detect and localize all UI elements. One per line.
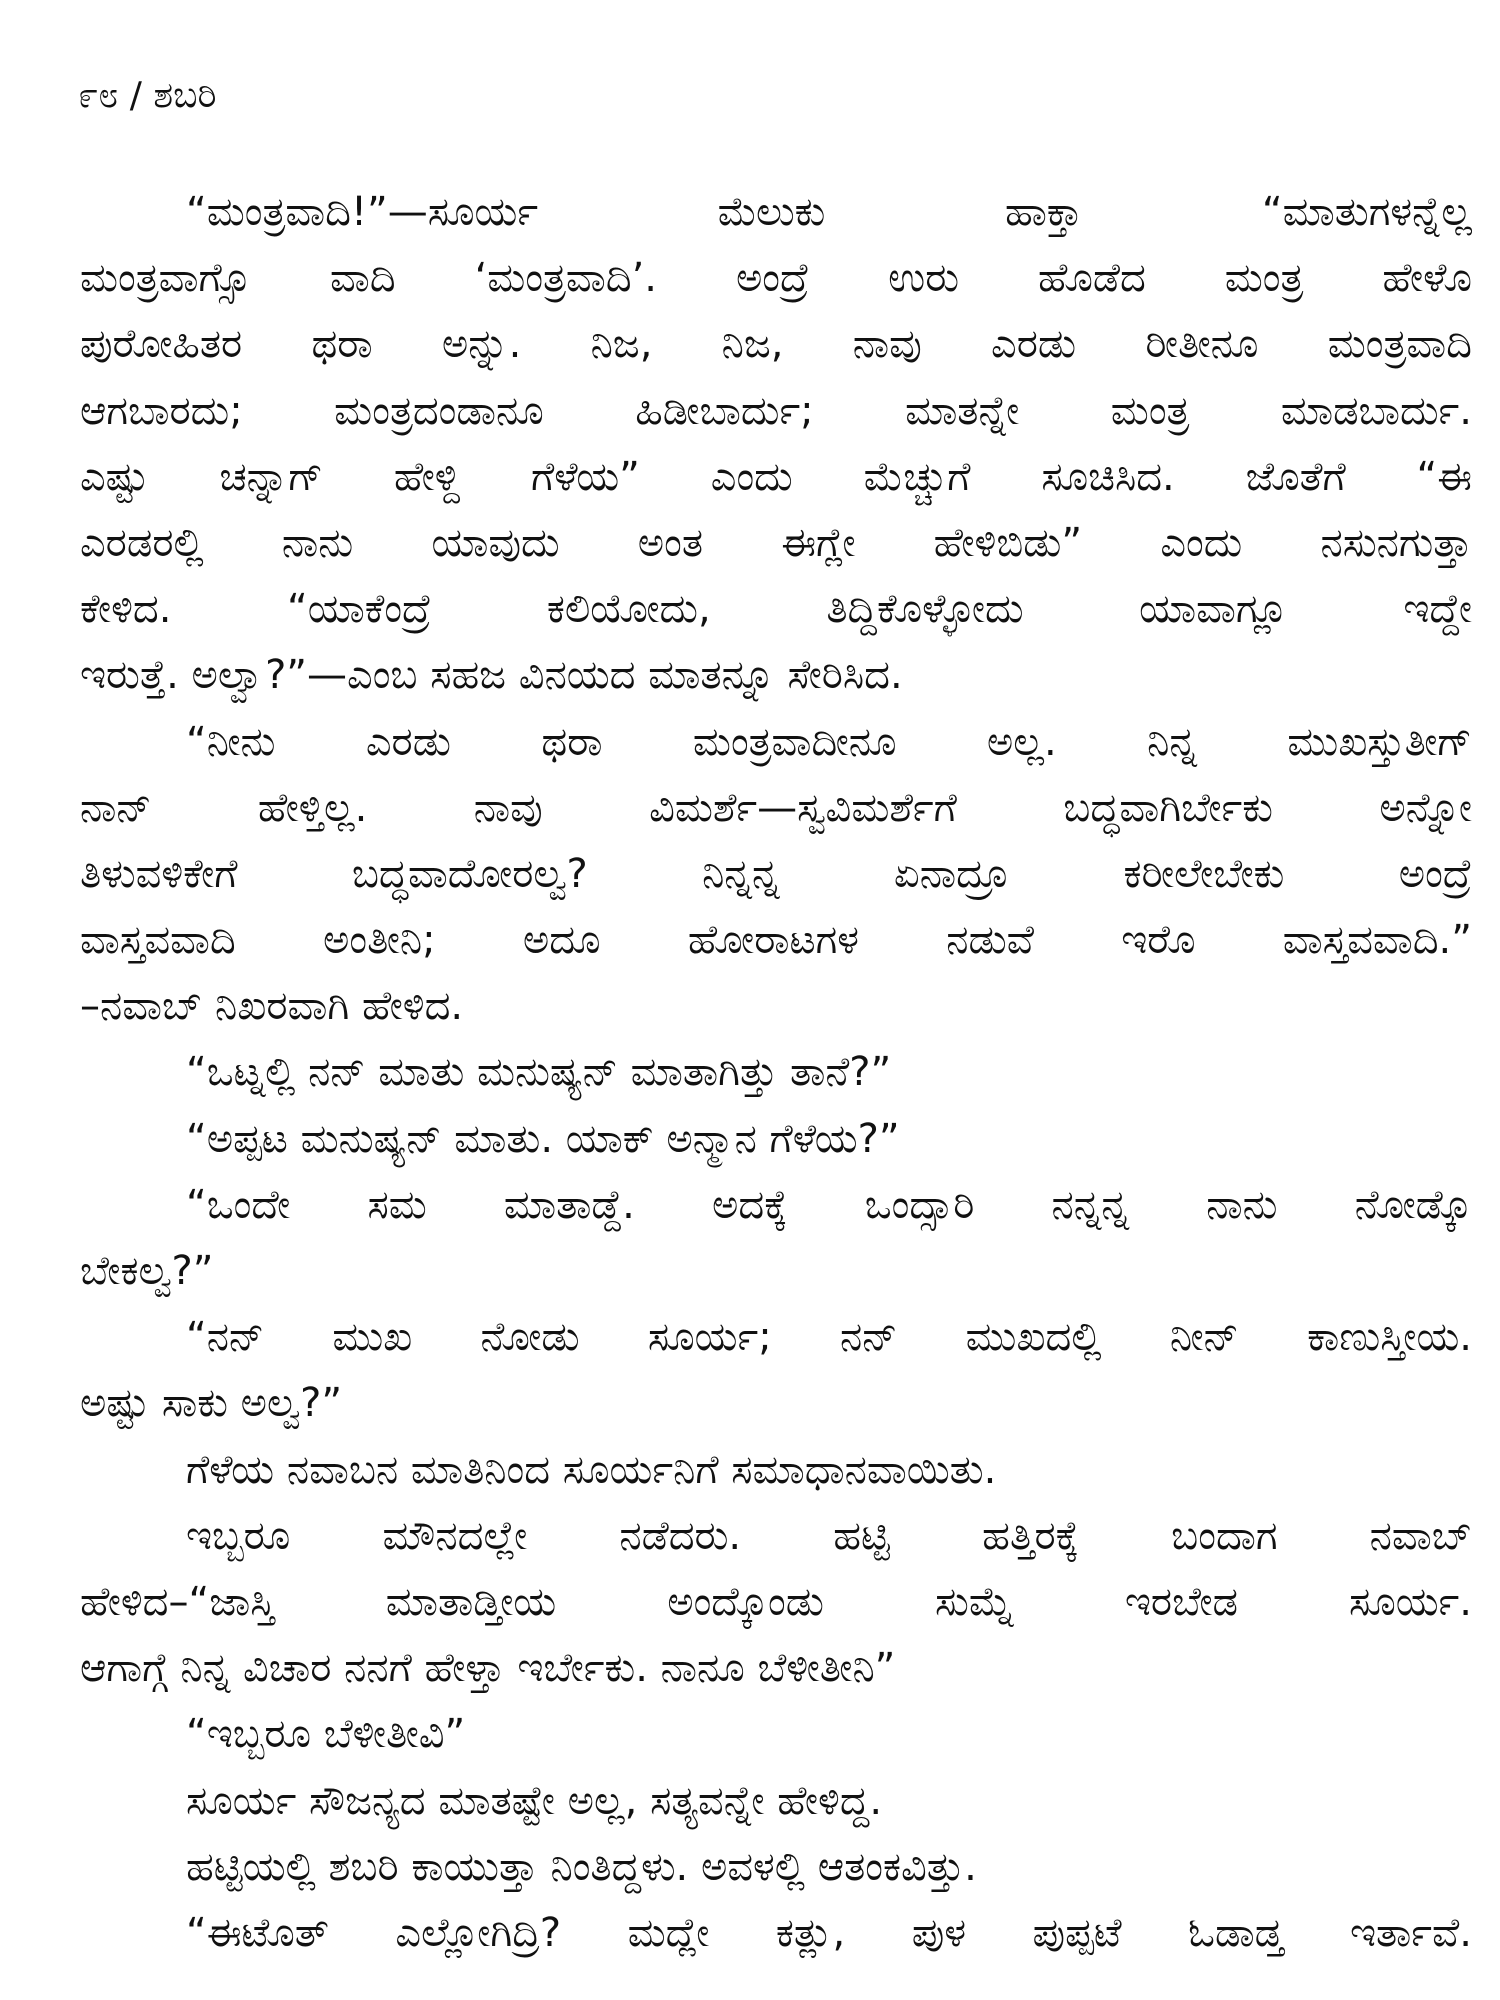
text-line: ಕೇಳಿದ. “ಯಾಕೆಂದ್ರೆ ಕಲಿಯೋದು, ತಿದ್ದಿಕೊಳ್ಳೋದು ಯಾವಾಗ್ಲೂ ಇದ್ದೇ	[80, 586, 1472, 633]
text-line: ಹೇಳಿದ–“ಜಾಸ್ತಿ ಮಾತಾಡ್ತೀಯ ಅಂದ್ಕೊಂಡು ಸುಮ್ನೆ ಇರಬೇಡ ಸೂರ್ಯ.	[80, 1578, 1472, 1625]
text-line: “ನನ್ ಮುಖ ನೋಡು ಸೂರ್ಯ; ನನ್ ಮುಖದಲ್ಲಿ ನೀನ್ ಕಾಣುಸ್ತೀಯ.	[186, 1314, 1472, 1361]
text-line: ಬೇಕಲ್ವ?”	[80, 1248, 214, 1294]
text-line: “ಇಬ್ಬರೂ ಬೆಳೀತೀವಿ”	[186, 1711, 466, 1758]
page-body	[80, 179, 1472, 1966]
text-line: “ಅಪ್ಪಟ ಮನುಷ್ಯನ್ ಮಾತು. ಯಾಕ್ ಅನ್ಮಾನ ಗೆಳೆಯ?”	[186, 1115, 900, 1162]
text-line: ಆಗಬಾರದು; ಮಂತ್ರದಂಡಾನೂ ಹಿಡೀಬಾರ್ದು; ಮಾತನ್ನೇ ಮಂತ್ರ ಮಾಡಬಾರ್ದು.	[80, 387, 1472, 434]
text-line: –ನವಾಬ್ ನಿಖರವಾಗಿ ಹೇಳಿದ.	[80, 983, 464, 1030]
text-line: ಇರುತ್ತೆ. ಅಲ್ವಾ?”—ಎಂಬ ಸಹಜ ವಿನಯದ ಮಾತನ್ನೂ ಸೇರಿಸಿದ.	[80, 652, 903, 699]
text-line: ನಾನ್ ಹೇಳ್ತಿಲ್ಲ. ನಾವು ವಿಮರ್ಶೆ—ಸ್ವವಿಮರ್ಶೆಗೆ ಬದ್ಧವಾಗಿರ್ಬೇಕು ಅನ್ನೋ	[80, 784, 1472, 831]
page-number: ೯೮	[78, 75, 119, 116]
text-line: “ಒಟ್ನಲ್ಲಿ ನನ್ ಮಾತು ಮನುಷ್ಯನ್ ಮಾತಾಗಿತ್ತು ತಾನೆ?”	[186, 1049, 892, 1096]
text-line: ಆಗಾಗ್ಗೆ ನಿನ್ನ ವಿಚಾರ ನನಗೆ ಹೇಳ್ತಾ ಇರ್ಬೇಕು. ನಾನೂ ಬೆಳೀತೀನಿ”	[80, 1645, 896, 1692]
text-line: ಪುರೋಹಿತರ ಥರಾ ಅನ್ನು. ನಿಜ, ನಿಜ, ನಾವು ಎರಡು ರೀತೀನೂ ಮಂತ್ರವಾದಿ	[80, 321, 1472, 368]
text-line: “ಈಟೊತ್ ಎಲ್ಲೋಗಿದ್ರಿ? ಮದ್ಲೇ ಕತ್ಲು, ಪುಳ ಪುಪ್ಪಟೆ ಓಡಾಡ್ತ ಇರ್ತಾವೆ.	[186, 1909, 1472, 1956]
text-line: “ಒಂದೇ ಸಮ ಮಾತಾಡ್ದೆ. ಅದಕ್ಕೆ ಒಂದ್ಸಾರಿ ನನ್ನನ್ನ ನಾನು ನೋಡ್ಕೊ	[186, 1181, 1472, 1228]
text-line: ಮಂತ್ರವಾಗ್ಸೊ ವಾದಿ ‘ಮಂತ್ರವಾದಿ’. ಅಂದ್ರೆ ಉರು ಹೊಡೆದ ಮಂತ್ರ ಹೇಳೊ	[80, 255, 1472, 302]
text-line: ಗೆಳೆಯ ನವಾಬನ ಮಾತಿನಿಂದ ಸೂರ್ಯನಿಗೆ ಸಮಾಧಾನವಾಯಿತು.	[186, 1446, 997, 1493]
text-line: “ಮಂತ್ರವಾದಿ!”—ಸೂರ್ಯ ಮೆಲುಕು ಹಾಕ್ತಾ “ಮಾತುಗಳನ್ನೆಲ್ಲ	[186, 189, 1472, 235]
text-line: ಎಷ್ಟು ಚನ್ನಾಗ್ ಹೇಳ್ದಿ ಗೆಳೆಯ” ಎಂದು ಮೆಚ್ಚುಗೆ ಸೂಚಿಸಿದ. ಜೊತೆಗೆ “ಈ	[80, 453, 1472, 500]
header-separator: /	[129, 75, 142, 116]
running-header	[78, 70, 216, 122]
book-title: ಶಬರಿ	[153, 75, 217, 116]
text-line: ಇಬ್ಬರೂ ಮೌನದಲ್ಲೇ ನಡೆದರು. ಹಟ್ಟಿ ಹತ್ತಿರಕ್ಕೆ ಬಂದಾಗ ನವಾಬ್	[186, 1512, 1472, 1559]
text-line: ಹಟ್ಟಿಯಲ್ಲಿ ಶಬರಿ ಕಾಯುತ್ತಾ ನಿಂತಿದ್ದಳು. ಅವಳಲ್ಲಿ ಆತಂಕವಿತ್ತು.	[186, 1843, 977, 1890]
text-line: ಸೂರ್ಯ ಸೌಜನ್ಯದ ಮಾತಷ್ಟೇ ಅಲ್ಲ, ಸತ್ಯವನ್ನೇ ಹೇಳಿದ್ದ.	[186, 1777, 883, 1824]
text-line: “ನೀನು ಎರಡು ಥರಾ ಮಂತ್ರವಾದೀನೂ ಅಲ್ಲ. ನಿನ್ನ ಮುಖಸ್ತುತೀಗ್	[186, 718, 1472, 765]
text-line: ವಾಸ್ತವವಾದಿ ಅಂತೀನಿ; ಅದೂ ಹೋರಾಟಗಳ ನಡುವೆ ಇರೊ ವಾಸ್ತವವಾದಿ.”	[80, 917, 1472, 964]
text-line: ತಿಳುವಳಿಕೇಗೆ ಬದ್ಧವಾದೋರಲ್ವ? ನಿನ್ನನ್ನ ಏನಾದ್ರೂ ಕರೀಲೇಬೇಕು ಅಂದ್ರೆ	[80, 850, 1472, 897]
text-line: ಎರಡರಲ್ಲಿ ನಾನು ಯಾವುದು ಅಂತ ಈಗ್ಲೇ ಹೇಳಿಬಿಡು” ಎಂದು ನಸುನಗುತ್ತಾ	[80, 519, 1472, 566]
text-line: ಅಷ್ಟು ಸಾಕು ಅಲ್ವ?”	[80, 1380, 343, 1427]
